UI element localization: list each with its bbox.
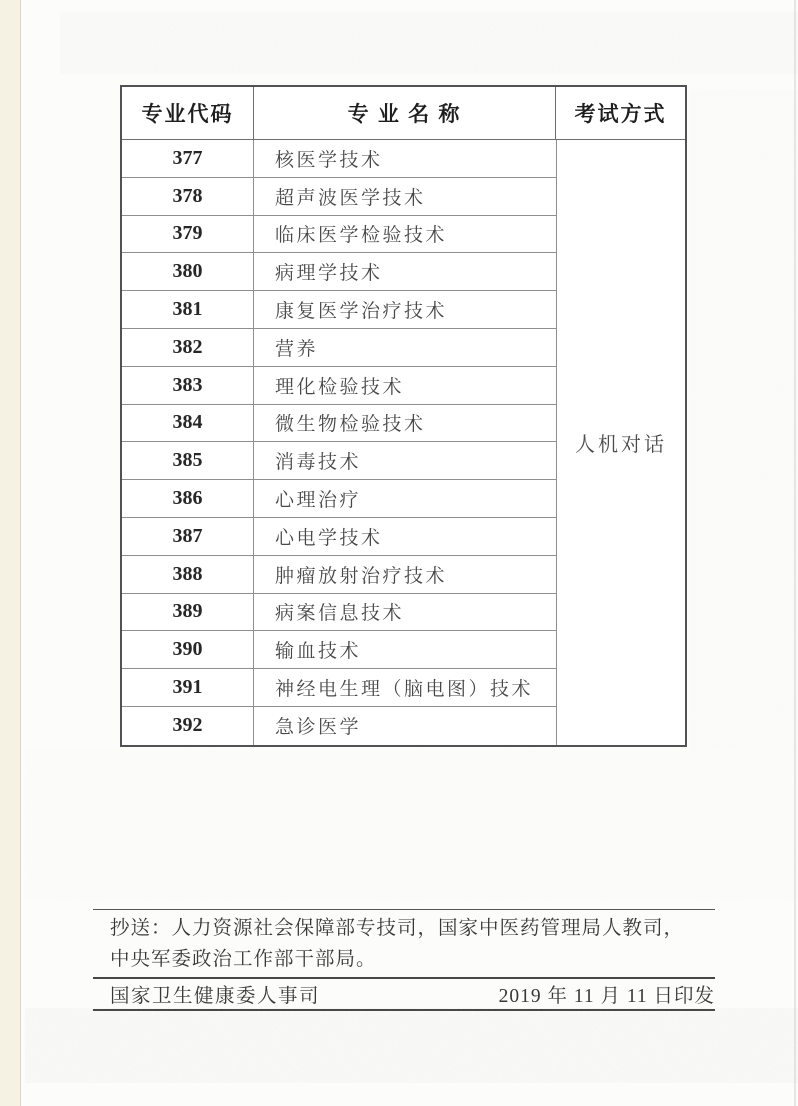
specialty-code-cell: 387 bbox=[122, 518, 254, 555]
header-specialty-name: 专 业 名 称 bbox=[254, 87, 556, 139]
table-row bbox=[122, 707, 556, 745]
specialty-code-cell: 378 bbox=[122, 178, 254, 215]
specialty-name-cell: 输血技术 bbox=[275, 641, 362, 663]
table-row bbox=[122, 631, 556, 669]
table-row bbox=[122, 518, 556, 556]
specialty-name-cell: 神经电生理（脑电图）技术 bbox=[275, 679, 534, 701]
specialty-code-cell: 390 bbox=[122, 631, 254, 668]
issuing-department: 国家卫生健康委人事司 bbox=[110, 986, 321, 1007]
specialty-name-cell: 消毒技术 bbox=[275, 452, 362, 474]
specialty-code-cell: 382 bbox=[122, 329, 254, 366]
specialty-name-cell: 临床医学检验技术 bbox=[275, 225, 448, 247]
specialty-code-cell: 388 bbox=[122, 556, 254, 593]
specialty-code-cell: 386 bbox=[122, 480, 254, 517]
specialty-name-cell: 肿瘤放射治疗技术 bbox=[275, 565, 448, 587]
table-row bbox=[122, 367, 556, 405]
specialty-name-cell: 营养 bbox=[275, 338, 319, 360]
page-left-edge bbox=[0, 0, 21, 1106]
table-row bbox=[122, 291, 556, 329]
cc-block bbox=[93, 910, 715, 977]
specialty-code-cell: 385 bbox=[122, 442, 254, 479]
header-specialty-code: 专业代码 bbox=[122, 87, 254, 139]
specialty-name-cell: 心理治疗 bbox=[275, 490, 362, 512]
specialty-name-cell: 理化检验技术 bbox=[275, 376, 405, 398]
issue-row bbox=[93, 979, 715, 1009]
table-row bbox=[122, 178, 556, 216]
table-row bbox=[122, 442, 556, 480]
table-rows bbox=[122, 140, 556, 745]
specialty-name-cell: 康复医学治疗技术 bbox=[275, 301, 448, 323]
specialty-code-cell: 389 bbox=[122, 594, 254, 631]
table-body bbox=[122, 140, 685, 745]
table-row bbox=[122, 216, 556, 254]
specialty-name-cell: 急诊医学 bbox=[275, 717, 362, 739]
table-row bbox=[122, 556, 556, 594]
table-row bbox=[122, 480, 556, 518]
issue-date: 2019 年 11 月 11 日印发 bbox=[498, 986, 715, 1007]
specialty-name-cell: 心电学技术 bbox=[275, 527, 383, 549]
table-row bbox=[122, 329, 556, 367]
header-exam-method: 考试方式 bbox=[574, 102, 667, 126]
table-row bbox=[122, 405, 556, 443]
page-right-edge bbox=[794, 0, 796, 1106]
specialty-name-cell: 病理学技术 bbox=[275, 263, 383, 285]
specialty-name-cell: 微生物检验技术 bbox=[275, 414, 426, 436]
specialty-code-cell: 381 bbox=[122, 291, 254, 328]
table-row bbox=[122, 253, 556, 291]
specialty-code-cell: 384 bbox=[122, 405, 254, 442]
specialty-name-cell: 超声波医学技术 bbox=[275, 187, 426, 209]
specialty-code-cell: 377 bbox=[122, 140, 254, 177]
document-footer bbox=[93, 909, 715, 1011]
specialty-name-cell: 病案信息技术 bbox=[275, 603, 405, 625]
specialty-code-cell: 391 bbox=[122, 669, 254, 706]
specialty-code-cell: 383 bbox=[122, 367, 254, 404]
table-row bbox=[122, 594, 556, 632]
footer-bottom-rule bbox=[93, 1009, 715, 1011]
specialty-code-table bbox=[120, 85, 687, 747]
cc-line-2: 中央军委政治工作部干部局。 bbox=[110, 949, 377, 970]
exam-method-merged-cell: 人机对话 bbox=[556, 140, 685, 745]
specialty-name-cell: 核医学技术 bbox=[275, 149, 383, 171]
table-row bbox=[122, 140, 556, 178]
specialty-code-cell: 380 bbox=[122, 253, 254, 290]
table-header-row bbox=[122, 87, 685, 140]
specialty-code-cell: 392 bbox=[122, 707, 254, 745]
table-row bbox=[122, 669, 556, 707]
cc-line-1: 抄送：人力资源社会保障部专技司，国家中医药管理局人教司， bbox=[110, 918, 685, 939]
specialty-code-cell: 379 bbox=[122, 216, 254, 253]
